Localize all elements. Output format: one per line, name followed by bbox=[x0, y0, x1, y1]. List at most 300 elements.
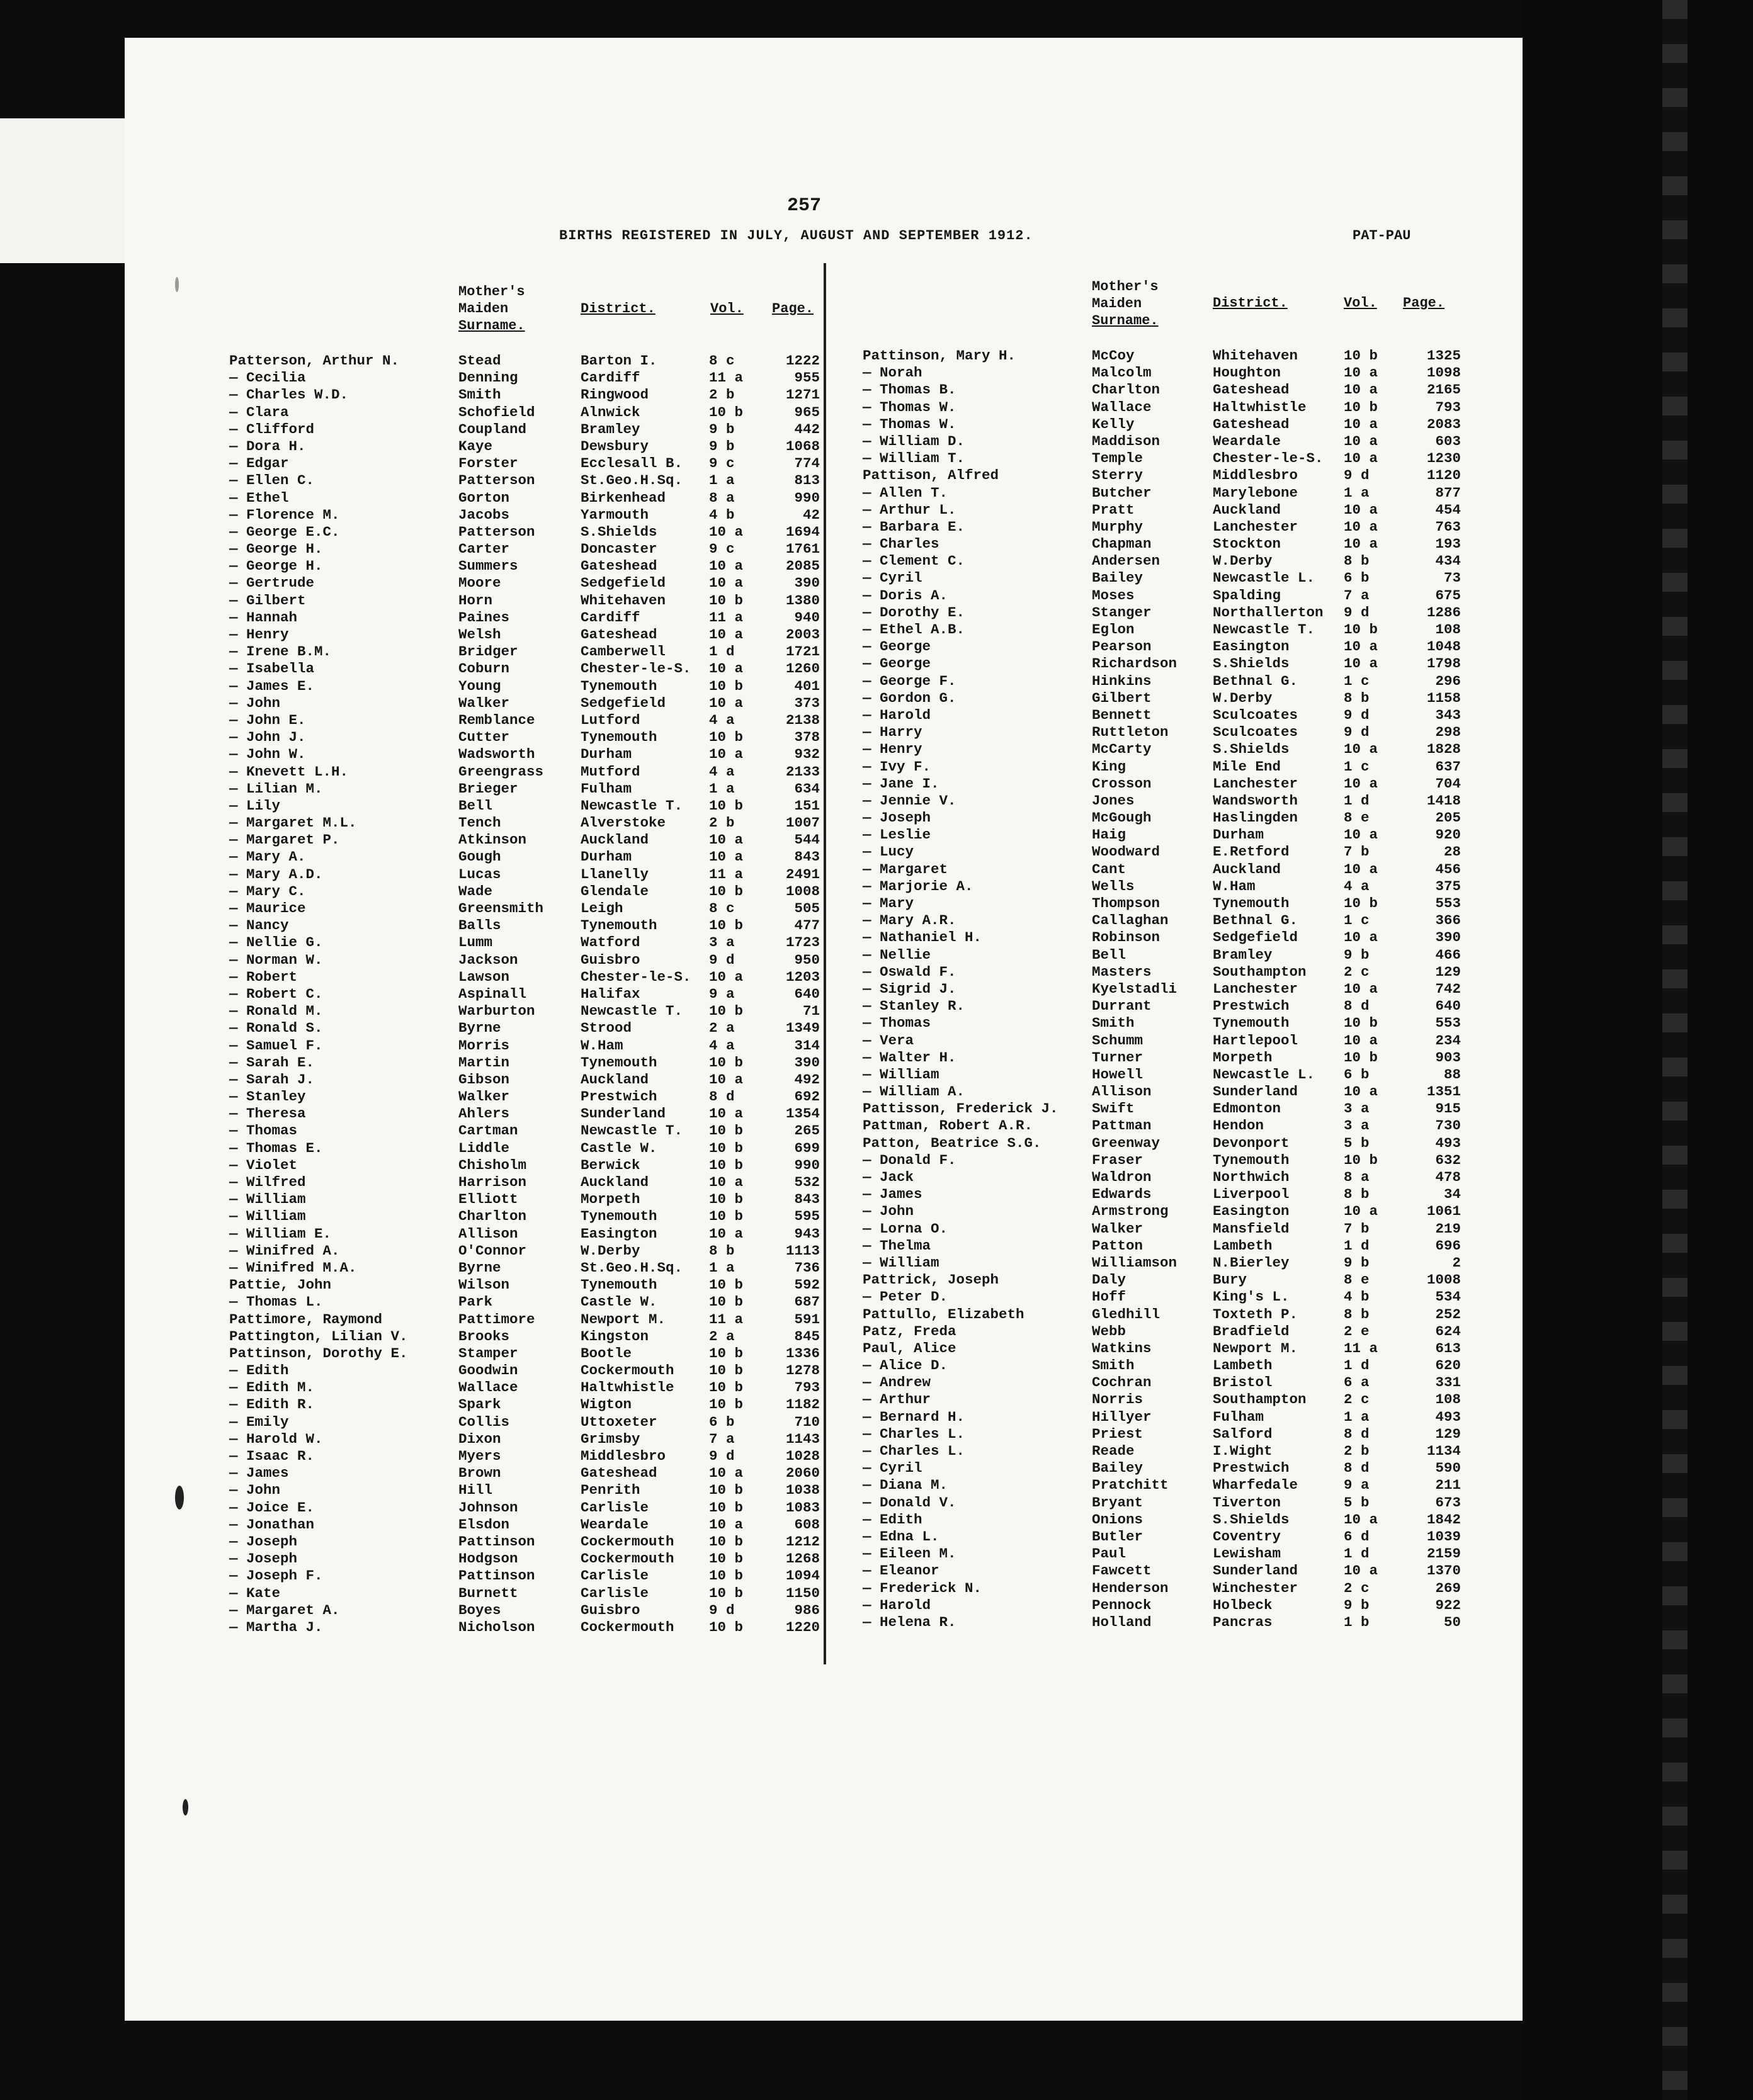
entry-name: — Mary C. bbox=[229, 883, 306, 900]
entry-row bbox=[863, 947, 1461, 964]
entry-vol: 2 b bbox=[1344, 1443, 1370, 1459]
entry-mother: Brown bbox=[458, 1465, 501, 1482]
entry-row bbox=[229, 746, 820, 763]
entry-mother: Walker bbox=[458, 1088, 510, 1105]
entry-row bbox=[863, 1391, 1461, 1408]
entry-vol: 10 b bbox=[709, 1379, 744, 1396]
entry-page: 1028 bbox=[785, 1448, 820, 1464]
entry-district: Tynemouth bbox=[581, 729, 657, 746]
entry-row bbox=[863, 1117, 1461, 1134]
entry-row bbox=[863, 1135, 1461, 1152]
entry-page: 2138 bbox=[785, 711, 820, 728]
entry-name: — Theresa bbox=[229, 1105, 306, 1122]
entry-mother: Harrison bbox=[458, 1174, 527, 1190]
entry-name: — George H. bbox=[229, 558, 323, 575]
entry-page: 2165 bbox=[1426, 381, 1461, 398]
entry-district: Castle W. bbox=[581, 1139, 657, 1156]
entry-name: — Hannah bbox=[229, 609, 298, 626]
entry-vol: 4 a bbox=[709, 763, 735, 780]
entry-vol: 6 b bbox=[1344, 570, 1370, 587]
entry-name: — Arthur L. bbox=[863, 501, 956, 518]
entry-name: Pattington, Lilian V. bbox=[229, 1328, 408, 1345]
entry-page: 704 bbox=[1435, 775, 1461, 792]
entry-district: Wharfedale bbox=[1213, 1477, 1298, 1494]
entry-mother: Wells bbox=[1092, 878, 1135, 895]
entry-row bbox=[863, 759, 1461, 776]
entry-name: Patton, Beatrice S.G. bbox=[863, 1134, 1041, 1151]
entry-page: 673 bbox=[1435, 1494, 1461, 1511]
entry-vol: 10 b bbox=[1344, 1049, 1378, 1066]
entry-name: — George bbox=[863, 638, 931, 655]
entry-row bbox=[229, 1020, 820, 1037]
entry-row bbox=[863, 741, 1461, 758]
entry-mother: Armstrong bbox=[1092, 1203, 1169, 1220]
entry-name: — Thomas L. bbox=[229, 1294, 323, 1311]
entry-row bbox=[863, 519, 1461, 536]
entry-page: 1098 bbox=[1426, 364, 1461, 381]
entry-page: 1008 bbox=[785, 883, 820, 900]
entry-mother: Remblance bbox=[458, 711, 535, 728]
entry-row bbox=[863, 1374, 1461, 1391]
entry-name: Pattimore, Raymond bbox=[229, 1311, 383, 1328]
entry-row bbox=[863, 1562, 1461, 1579]
entry-mother: Horn bbox=[458, 592, 493, 609]
entry-mother: Myers bbox=[458, 1448, 501, 1464]
column-divider bbox=[824, 263, 826, 1664]
entry-page: 1094 bbox=[785, 1567, 820, 1584]
entry-mother: Cartman bbox=[458, 1122, 518, 1139]
entry-page: 965 bbox=[794, 404, 820, 421]
entry-page: 1336 bbox=[785, 1345, 820, 1362]
entry-row bbox=[229, 1602, 820, 1619]
entry-page: 252 bbox=[1435, 1306, 1461, 1323]
entry-vol: 7 b bbox=[1344, 844, 1370, 861]
entry-district: Uttoxeter bbox=[581, 1413, 657, 1430]
entry-mother: Forster bbox=[458, 455, 518, 472]
entry-name: — Sarah E. bbox=[229, 1054, 315, 1071]
entry-name: — Helena R. bbox=[863, 1613, 956, 1630]
entry-vol: 8 e bbox=[1344, 810, 1370, 827]
entry-mother: Cochran bbox=[1092, 1374, 1152, 1391]
entry-page: 603 bbox=[1435, 432, 1461, 449]
entry-row bbox=[863, 707, 1461, 724]
entry-name: — William bbox=[229, 1208, 306, 1225]
entry-mother: Coupland bbox=[458, 421, 527, 438]
entry-district: Watford bbox=[581, 934, 640, 951]
entry-name: — Florence M. bbox=[229, 506, 340, 523]
entry-vol: 2 e bbox=[1344, 1323, 1370, 1340]
entry-vol: 10 a bbox=[1344, 655, 1378, 672]
entry-district: Lambeth bbox=[1213, 1237, 1273, 1254]
entry-name: — Bernard H. bbox=[863, 1408, 965, 1425]
entry-name: — Leslie bbox=[863, 827, 931, 844]
entry-page: 2491 bbox=[785, 866, 820, 883]
entry-district: Newport M. bbox=[1213, 1340, 1298, 1357]
entry-row bbox=[229, 626, 820, 643]
entry-mother: Stamper bbox=[458, 1345, 518, 1362]
entry-mother: Smith bbox=[458, 387, 501, 404]
entry-name: — Winifred M.A. bbox=[229, 1259, 357, 1276]
entry-district: Haslingden bbox=[1213, 810, 1298, 827]
entry-page: 774 bbox=[794, 455, 820, 472]
entry-page: 493 bbox=[1435, 1134, 1461, 1151]
entry-row bbox=[863, 1203, 1461, 1220]
entry-page: 613 bbox=[1435, 1340, 1461, 1357]
entry-vol: 10 a bbox=[709, 575, 744, 592]
entry-name: — Charles bbox=[863, 536, 939, 553]
entry-name: — Gertrude bbox=[229, 575, 315, 592]
entry-page: 2085 bbox=[785, 558, 820, 575]
entry-district: Fulham bbox=[1213, 1408, 1264, 1425]
entry-district: Sculcoates bbox=[1213, 724, 1298, 741]
entry-vol: 8 b bbox=[1344, 553, 1370, 570]
entry-vol: 4 a bbox=[1344, 878, 1370, 895]
entry-name: — Norman W. bbox=[229, 951, 323, 968]
entry-vol: 8 b bbox=[1344, 1306, 1370, 1323]
entry-row bbox=[863, 467, 1461, 484]
entry-mother: Bennett bbox=[1092, 706, 1152, 723]
entry-vol: 2 c bbox=[1344, 1579, 1370, 1596]
entry-page: 592 bbox=[794, 1277, 820, 1294]
entry-row bbox=[229, 1362, 820, 1379]
entry-mother: Bridger bbox=[458, 643, 518, 660]
entry-page: 298 bbox=[1435, 724, 1461, 741]
entry-district: Newcastle T. bbox=[1213, 621, 1315, 638]
entry-name: — Charles L. bbox=[863, 1425, 965, 1442]
page-number: 257 bbox=[787, 195, 822, 217]
left-district-header: District. bbox=[581, 301, 655, 317]
entry-name: — Charles W.D. bbox=[229, 387, 349, 404]
entry-vol: 9 d bbox=[709, 951, 735, 968]
entry-district: Morpeth bbox=[581, 1191, 640, 1208]
entry-mother: Jackson bbox=[458, 951, 518, 968]
entry-page: 477 bbox=[794, 917, 820, 934]
entry-row bbox=[229, 1226, 820, 1243]
entry-district: Morpeth bbox=[1213, 1049, 1273, 1066]
entry-name: — Henry bbox=[229, 626, 289, 643]
entry-vol: 5 b bbox=[1344, 1494, 1370, 1511]
entry-page: 624 bbox=[1435, 1323, 1461, 1340]
entry-district: Devonport bbox=[1213, 1134, 1290, 1151]
entry-name: — George bbox=[863, 655, 931, 672]
entry-mother: Byrne bbox=[458, 1020, 501, 1037]
entry-district: S.Shields bbox=[581, 523, 657, 540]
entry-mother: Walker bbox=[1092, 1220, 1143, 1237]
entry-name: — Dorothy E. bbox=[863, 604, 965, 621]
entry-vol: 10 b bbox=[709, 404, 744, 421]
entry-page: 1150 bbox=[785, 1584, 820, 1601]
entry-page: 219 bbox=[1435, 1220, 1461, 1237]
entry-district: Lutford bbox=[581, 711, 640, 728]
entry-vol: 9 a bbox=[1344, 1477, 1370, 1494]
entry-row bbox=[863, 433, 1461, 450]
entry-name: Pattinson, Mary H. bbox=[863, 347, 1016, 364]
entry-mother: Johnson bbox=[458, 1499, 518, 1516]
entry-vol: 10 a bbox=[709, 746, 744, 763]
entry-page: 1260 bbox=[785, 660, 820, 677]
entry-page: 2133 bbox=[785, 763, 820, 780]
entry-name: — Nathaniel H. bbox=[863, 929, 982, 946]
entry-district: Bradfield bbox=[1213, 1323, 1290, 1340]
entry-name: — Violet bbox=[229, 1156, 298, 1173]
entry-district: Bootle bbox=[581, 1345, 632, 1362]
entry-mother: Martin bbox=[458, 1054, 510, 1071]
entry-vol: 10 b bbox=[1344, 895, 1378, 912]
entry-vol: 1 c bbox=[1344, 758, 1370, 775]
entry-vol: 4 b bbox=[1344, 1289, 1370, 1306]
entry-name: — Andrew bbox=[863, 1374, 931, 1391]
entry-mother: Atkinson bbox=[458, 832, 527, 849]
entry-vol: 10 b bbox=[709, 1054, 744, 1071]
entry-district: Mutford bbox=[581, 763, 640, 780]
entry-mother: Hoff bbox=[1092, 1289, 1126, 1306]
entry-name: — William bbox=[863, 1066, 939, 1083]
entry-vol: 1 a bbox=[709, 780, 735, 797]
entry-mother: Brieger bbox=[458, 780, 518, 797]
entry-mother: Stanger bbox=[1092, 604, 1152, 621]
entry-mother: Pratt bbox=[1092, 501, 1135, 518]
entry-page: 1158 bbox=[1426, 689, 1461, 706]
entry-name: — William A. bbox=[863, 1083, 965, 1100]
entry-mother: Allison bbox=[458, 1225, 518, 1242]
entry-row bbox=[229, 832, 820, 849]
entry-name: — Harold bbox=[863, 1596, 931, 1613]
entry-mother: Chapman bbox=[1092, 536, 1152, 553]
entry-mother: Durrant bbox=[1092, 998, 1152, 1015]
entry-district: Leigh bbox=[581, 900, 623, 917]
entry-row bbox=[863, 929, 1461, 946]
entry-vol: 10 a bbox=[709, 832, 744, 849]
entry-vol: 1 d bbox=[1344, 1357, 1370, 1374]
entry-page: 920 bbox=[1435, 827, 1461, 844]
entry-district: W.Ham bbox=[1213, 878, 1256, 895]
entry-mother: Moses bbox=[1092, 587, 1135, 604]
entry-name: — Ethel A.B. bbox=[863, 621, 965, 638]
entry-vol: 10 b bbox=[709, 1499, 744, 1516]
entry-vol: 1 d bbox=[1344, 1237, 1370, 1254]
entry-name: — William bbox=[229, 1191, 306, 1208]
film-edge bbox=[1662, 0, 1688, 2100]
entry-name: — Doris A. bbox=[863, 587, 948, 604]
entry-mother: Norris bbox=[1092, 1391, 1143, 1408]
entry-vol: 6 b bbox=[709, 1413, 735, 1430]
entry-mother: Burnett bbox=[458, 1584, 518, 1601]
entry-page: 378 bbox=[794, 729, 820, 746]
entry-mother: Hill bbox=[458, 1482, 493, 1499]
entry-district: Auckland bbox=[581, 1174, 649, 1190]
entry-name: — John bbox=[229, 1482, 281, 1499]
entry-district: Ecclesall B. bbox=[581, 455, 683, 472]
entry-page: 375 bbox=[1435, 878, 1461, 895]
entry-mother: Callaghan bbox=[1092, 912, 1169, 929]
entry-district: Fulham bbox=[581, 780, 632, 797]
entry-page: 534 bbox=[1435, 1289, 1461, 1306]
entry-row bbox=[863, 621, 1461, 638]
entry-mother: Butcher bbox=[1092, 484, 1152, 501]
entry-name: — Irene B.M. bbox=[229, 643, 332, 660]
entry-page: 2003 bbox=[785, 626, 820, 643]
entry-name: — Joseph bbox=[863, 810, 931, 827]
entry-mother: Daly bbox=[1092, 1272, 1126, 1289]
entry-district: E.Retford bbox=[1213, 844, 1290, 861]
entry-name: — Cyril bbox=[863, 1460, 922, 1477]
entry-vol: 11 a bbox=[709, 609, 744, 626]
entry-district: Tynemouth bbox=[1213, 895, 1290, 912]
entry-name: — William E. bbox=[229, 1225, 332, 1242]
entry-district: Gateshead bbox=[581, 558, 657, 575]
entry-row bbox=[863, 861, 1461, 878]
entry-name: — Ivy F. bbox=[863, 758, 931, 775]
right-page-header: Page. bbox=[1403, 295, 1445, 311]
entry-page: 50 bbox=[1443, 1613, 1461, 1630]
entry-row bbox=[863, 416, 1461, 433]
entry-vol: 10 a bbox=[1344, 432, 1378, 449]
entry-page: 343 bbox=[1435, 706, 1461, 723]
entry-vol: 8 a bbox=[709, 489, 735, 506]
entry-page: 2 bbox=[1452, 1254, 1461, 1271]
entry-mother: Holland bbox=[1092, 1613, 1152, 1630]
entry-mother: Schofield bbox=[458, 404, 535, 421]
entry-page: 640 bbox=[794, 985, 820, 1002]
entry-vol: 10 a bbox=[709, 1174, 744, 1190]
entry-district: Alnwick bbox=[581, 404, 640, 421]
entry-name: — Clara bbox=[229, 404, 289, 421]
entry-row bbox=[229, 353, 820, 370]
entry-row bbox=[863, 1032, 1461, 1049]
entry-row bbox=[863, 1289, 1461, 1306]
entry-district: Tynemouth bbox=[581, 1054, 657, 1071]
entry-row bbox=[229, 1550, 820, 1567]
entry-name: — Winifred A. bbox=[229, 1242, 340, 1259]
entry-vol: 10 a bbox=[1344, 980, 1378, 997]
entry-name: — Ellen C. bbox=[229, 472, 315, 489]
entry-vol: 10 b bbox=[709, 1191, 744, 1208]
entry-mother: O'Connor bbox=[458, 1242, 527, 1259]
entry-row bbox=[229, 1191, 820, 1208]
entry-name: Patterson, Arthur N. bbox=[229, 353, 400, 369]
entry-mother: Wilson bbox=[458, 1277, 510, 1294]
entry-mother: Young bbox=[458, 677, 501, 694]
entry-row bbox=[863, 1409, 1461, 1426]
entry-page: 129 bbox=[1435, 963, 1461, 980]
right-district-header: District. bbox=[1213, 295, 1288, 311]
entry-mother: Onions bbox=[1092, 1511, 1143, 1528]
entry-vol: 10 a bbox=[1344, 1562, 1378, 1579]
entry-mother: King bbox=[1092, 758, 1126, 775]
entry-district: W.Ham bbox=[581, 1037, 623, 1054]
entry-district: Carlisle bbox=[581, 1584, 649, 1601]
entry-vol: 9 b bbox=[1344, 1254, 1370, 1271]
entry-name: Pattison, Alfred bbox=[863, 467, 999, 484]
entry-vol: 8 b bbox=[1344, 1186, 1370, 1203]
entry-district: Liverpool bbox=[1213, 1186, 1290, 1203]
entry-mother: Pennock bbox=[1092, 1596, 1152, 1613]
entry-vol: 9 d bbox=[1344, 724, 1370, 741]
entry-district: Gateshead bbox=[581, 626, 657, 643]
entry-vol: 2 c bbox=[1344, 963, 1370, 980]
entry-district: Bethnal G. bbox=[1213, 672, 1298, 689]
entry-name: — Nellie G. bbox=[229, 934, 323, 951]
entry-row bbox=[863, 1443, 1461, 1460]
entry-row bbox=[863, 981, 1461, 998]
entry-row bbox=[229, 849, 820, 866]
entry-mother: Hillyer bbox=[1092, 1408, 1152, 1425]
entry-district: Weardale bbox=[1213, 432, 1281, 449]
entry-name: — Arthur bbox=[863, 1391, 931, 1408]
entry-page: 950 bbox=[794, 951, 820, 968]
entry-row bbox=[229, 404, 820, 421]
entry-page: 1120 bbox=[1426, 467, 1461, 484]
entry-row bbox=[229, 1431, 820, 1448]
entry-district: Middlesbro bbox=[581, 1448, 666, 1464]
entry-page: 1039 bbox=[1426, 1528, 1461, 1545]
entry-row bbox=[863, 673, 1461, 690]
entry-name: Pattie, John bbox=[229, 1277, 332, 1294]
entry-row bbox=[229, 1054, 820, 1071]
entry-district: Cockermouth bbox=[581, 1533, 674, 1550]
entry-row bbox=[863, 1015, 1461, 1032]
entry-mother: Andersen bbox=[1092, 553, 1160, 570]
entry-district: Prestwich bbox=[1213, 1460, 1290, 1477]
entry-vol: 9 d bbox=[709, 1448, 735, 1464]
entry-name: Pattman, Robert A.R. bbox=[863, 1117, 1033, 1134]
entry-vol: 10 b bbox=[709, 1156, 744, 1173]
entry-mother: Park bbox=[458, 1294, 493, 1311]
entry-mother: Stead bbox=[458, 353, 501, 369]
entry-vol: 1 a bbox=[1344, 1408, 1370, 1425]
entry-district: Strood bbox=[581, 1020, 632, 1037]
entry-page: 1325 bbox=[1426, 347, 1461, 364]
entry-name: — Margaret bbox=[863, 861, 948, 878]
entry-vol: 10 a bbox=[1344, 1511, 1378, 1528]
entry-vol: 1 c bbox=[1344, 672, 1370, 689]
entry-row bbox=[229, 558, 820, 575]
entry-district: Kingston bbox=[581, 1328, 649, 1345]
entry-row bbox=[863, 810, 1461, 827]
entry-row bbox=[229, 472, 820, 489]
entry-row bbox=[229, 1294, 820, 1311]
entry-page: 505 bbox=[794, 900, 820, 917]
entry-district: Llanelly bbox=[581, 866, 649, 883]
film-border bbox=[1523, 0, 1753, 2100]
entry-page: 915 bbox=[1435, 1100, 1461, 1117]
entry-row bbox=[229, 900, 820, 917]
entry-vol: 6 b bbox=[1344, 1066, 1370, 1083]
entry-name: — James bbox=[863, 1186, 922, 1203]
entry-vol: 9 a bbox=[709, 985, 735, 1002]
entry-page: 1721 bbox=[785, 643, 820, 660]
entry-district: Tynemouth bbox=[1213, 1151, 1290, 1168]
entry-name: — Robert bbox=[229, 968, 298, 985]
entry-page: 632 bbox=[1435, 1151, 1461, 1168]
entry-page: 42 bbox=[802, 506, 820, 523]
entry-mother: Paines bbox=[458, 609, 510, 626]
entry-vol: 8 d bbox=[1344, 1425, 1370, 1442]
entry-vol: 10 a bbox=[709, 849, 744, 866]
entry-name: — George F. bbox=[863, 672, 956, 689]
entry-district: St.Geo.H.Sq. bbox=[581, 1259, 683, 1276]
entry-district: Auckland bbox=[1213, 501, 1281, 518]
entry-district: Auckland bbox=[581, 1071, 649, 1088]
entry-name: — Edith bbox=[229, 1362, 289, 1379]
entry-district: King's L. bbox=[1213, 1289, 1290, 1306]
entry-row bbox=[863, 1460, 1461, 1477]
entry-page: 366 bbox=[1435, 912, 1461, 929]
entry-page: 544 bbox=[794, 832, 820, 849]
entry-row bbox=[863, 347, 1461, 364]
entry-row bbox=[229, 387, 820, 404]
entry-mother: Bailey bbox=[1092, 570, 1143, 587]
